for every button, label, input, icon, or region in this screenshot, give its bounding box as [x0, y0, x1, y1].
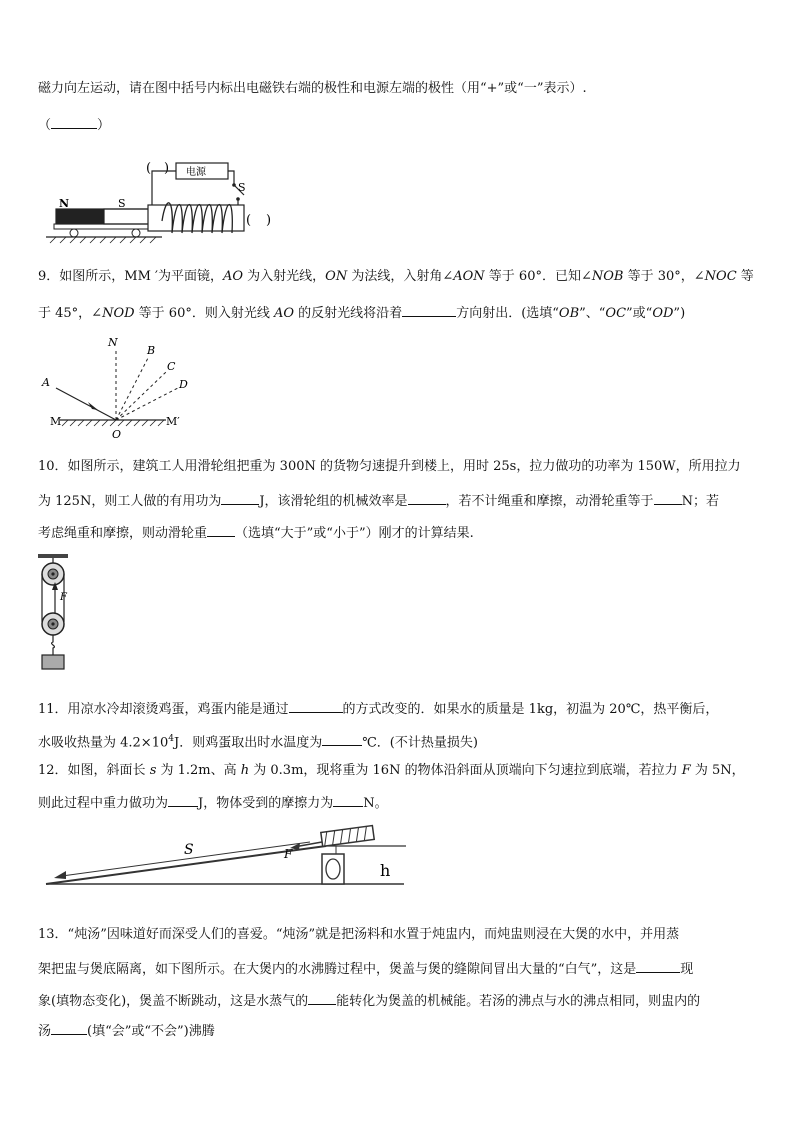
- magnet-n-label: N: [59, 197, 70, 210]
- q11-line1: 11．用凉水冷却滚烫鸡蛋，鸡蛋内能是通过 的方式改变的．如果水的质量是 1kg，初温为 20℃，热平衡后，: [38, 698, 718, 719]
- force-label-f: F: [60, 592, 67, 603]
- power-paren-left: (: [146, 161, 152, 176]
- label-a: A: [42, 376, 50, 389]
- q9-line2: 于 45°，∠NOD 等于 60°．则入射光线 AO 的反射光线将沿着 方向射出．(选填“OB”、“OC”或“OD”): [38, 302, 685, 323]
- q10-blank-3[interactable]: [654, 490, 682, 505]
- electromagnet-paren-close: ): [266, 213, 272, 228]
- label-d: D: [179, 378, 188, 391]
- ceiling-beam: [38, 554, 68, 558]
- switch-label: S: [238, 181, 246, 194]
- q13-blank-3[interactable]: [51, 1020, 87, 1035]
- q10-line3: 考虑绳重和摩擦，则动滑轮重 （选填“大于”或“小于”）刚才的计算结果.: [38, 522, 474, 543]
- q10-line1: 10．如图所示，建筑工人用滑轮组把重为 300N 的货物匀速提升到楼上，用时 25s，拉力做功的功率为 150W，所用拉力: [38, 459, 741, 474]
- q13-blank-2[interactable]: [308, 990, 336, 1005]
- q8-answer-open: （: [38, 118, 52, 133]
- magnet-n-half: [56, 209, 104, 224]
- label-n: N: [108, 336, 118, 349]
- q9-line1: 9．如图所示，MM ′为平面镜，AO 为入射光线，ON 为法线，入射角∠AON 等于 60°．已知∠NOB 等于 30°，∠NOC 等: [38, 269, 754, 284]
- q12-figure-incline: [40, 822, 420, 902]
- ray-oc: [116, 372, 166, 420]
- q8-figure-electromagnet: [40, 155, 280, 245]
- q9-figure-mirror: [36, 334, 196, 444]
- q8-text: 磁力向左运动，请在图中括号内标出电磁铁右端的极性和电源左端的极性（用“+”或“一”表示）.: [38, 81, 587, 96]
- label-b: B: [147, 344, 156, 357]
- q13-line4: 汤 (填“会”或“不会”)沸腾: [38, 1020, 215, 1041]
- q9-blank[interactable]: [402, 302, 456, 317]
- q8-answer-blank[interactable]: [51, 114, 97, 129]
- q10-line2: 为 125N，则工人做的有用功为 J，该滑轮组的机械效率是 ，若不计绳重和摩擦，动滑轮重等于 N；若: [38, 490, 719, 511]
- q12-line2: 则此过程中重力做功为 J，物体受到的摩擦力为 N。: [38, 792, 388, 813]
- cargo-weight: [42, 655, 64, 669]
- q12-blank-1[interactable]: [168, 792, 198, 807]
- q11-blank-1[interactable]: [289, 698, 343, 713]
- incident-ray-ao: [56, 388, 116, 420]
- cart-wheel-left: [70, 229, 78, 237]
- incline-label-s: S: [184, 842, 194, 858]
- q8-answer-line: [38, 114, 110, 135]
- q13-line2: 架把盅与煲底隔离，如下图所示。在大煲内的水沸腾过程中，煲盖与煲的缝隙间冒出大量的“白气”，这是 现: [38, 958, 693, 979]
- q8-answer-close: ）: [97, 118, 111, 133]
- q11-line2: 水吸收热量为 $4.2\times 10^4J$．则鸡蛋取出时水温度为 ℃．(不计热量损失): [38, 730, 478, 752]
- electromagnet-paren-open: (: [246, 213, 252, 228]
- power-paren-left-close: ): [164, 161, 170, 176]
- label-m-prime: M′: [166, 415, 180, 428]
- q11-blank-2[interactable]: [322, 731, 362, 746]
- q12-line1: 12．如图，斜面长 s 为 1.2m、高 h 为 0.3m，现将重为 16N 的物体沿斜面从顶端向下匀速拉到底端，若拉力 F 为 5N，: [38, 763, 745, 778]
- incline-label-f: F: [284, 847, 293, 861]
- q10-blank-4[interactable]: [207, 522, 235, 537]
- power-supply-label: 电源: [186, 167, 206, 178]
- ray-ob: [116, 358, 148, 420]
- label-m: M: [50, 415, 62, 428]
- label-o: O: [112, 428, 122, 441]
- q13-line1: 13．“炖汤”因味道好而深受人们的喜爱。“炖汤”就是把汤料和水置于炖盅内，而炖盅则浸在大煲的水中，并用蒸: [38, 927, 680, 942]
- q13-line3: 象(填物态变化)，煲盖不断跳动，这是水蒸气的 能转化为煲盖的机械能。若汤的沸点与水的沸点相同，则盅内的: [38, 990, 700, 1011]
- magnet-s-label: S: [118, 197, 126, 210]
- label-c: C: [167, 360, 176, 373]
- q13-blank-1[interactable]: [636, 958, 680, 973]
- cart-wheel-right: [132, 229, 140, 237]
- q10-blank-1[interactable]: [221, 490, 259, 505]
- incline-label-h: h: [380, 861, 391, 880]
- q10-figure-pulley: [32, 552, 92, 682]
- q12-blank-2[interactable]: [333, 792, 363, 807]
- sliding-block: [321, 826, 374, 847]
- magnet-s-half: [104, 209, 154, 224]
- q10-blank-2[interactable]: [408, 490, 446, 505]
